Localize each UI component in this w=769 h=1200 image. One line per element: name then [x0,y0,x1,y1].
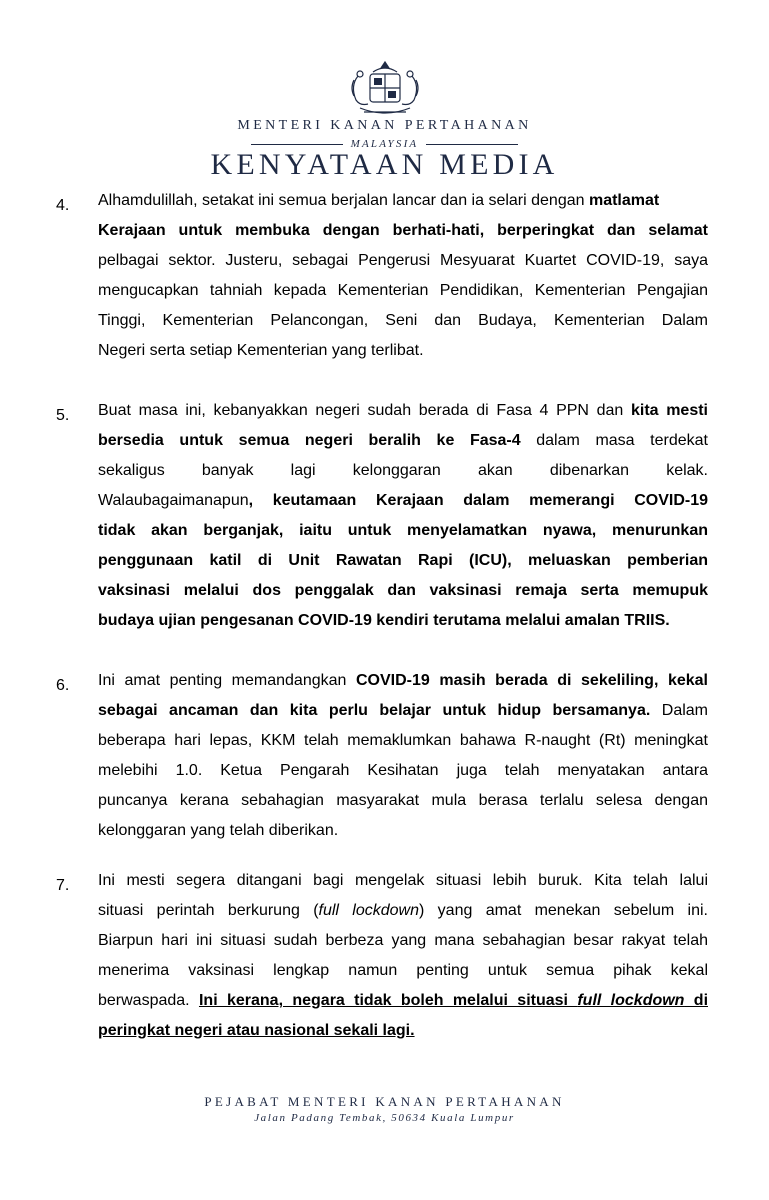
text-line: situasi perintah berkurung (full lockdown) yang amat menekan sebelum ini. [98,902,708,919]
text-line: menerima vaksinasi lengkap namun penting untuk semua pihak kekal [98,962,708,979]
paragraph-number: 5. [56,407,70,424]
text-line: budaya ujian pengesanan COVID-19 kendiri terutama melalui amalan TRIIS. [98,612,670,629]
text-line: Buat masa ini, kebanyakkan negeri sudah berada di Fasa 4 PPN dan kita mesti [98,402,708,419]
text-line: peringkat negeri atau nasional sekali lagi. [98,1022,415,1039]
paragraph-text [98,866,708,1046]
text-line: tidak akan berganjak, iaitu untuk menyelamatkan nyawa, menurunkan [98,522,708,539]
text-line: sekaligus banyak lagi kelonggaran akan dibenarkan kelak. [98,462,708,479]
paragraph-text [98,396,708,636]
text-line: Biarpun hari ini situasi sudah berbeza yang mana sebahagian besar rakyat telah [98,932,708,949]
divider [251,144,343,145]
footer-address: Jalan Padang Tembak, 50634 Kuala Lumpur [254,1112,515,1124]
text-line: penggunaan katil di Unit Rawatan Rapi (ICU), meluaskan pemberian [98,552,708,569]
text-line: vaksinasi melalui dos penggalak dan vaksinasi remaja serta memupuk [98,582,708,599]
text-line: kelonggaran yang telah diberikan. [98,822,339,839]
paragraph-text [98,666,708,846]
paragraph-number: 4. [56,197,70,214]
text-line: melebihi 1.0. Ketua Pengarah Kesihatan juga telah menyatakan antara [98,762,708,779]
malaysia-coat-of-arms-icon [340,58,430,120]
text-line: Kerajaan untuk membuka dengan berhati-hati, berperingkat dan selamat [98,222,708,239]
paragraph-number: 7. [56,877,70,894]
country-name: MALAYSIA [350,138,419,150]
text-line: beberapa hari lepas, KKM telah memaklumkan bahawa R-naught (Rt) meningkat [98,732,708,749]
text-line: Ini mesti segera ditangani bagi mengelak situasi lebih buruk. Kita telah lalui [98,872,708,889]
ministry-name: MENTERI KANAN PERTAHANAN [237,118,532,133]
text-line: pelbagai sektor. Justeru, sebagai Pengerusi Mesyuarat Kuartet COVID-19, saya [98,252,708,269]
text-line: Alhamdulillah, setakat ini semua berjalan lancar dan ia selari dengan matlamat [98,192,660,209]
footer-office: PEJABAT MENTERI KANAN PERTAHANAN [204,1094,565,1109]
text-line: Tinggi, Kementerian Pelancongan, Seni dan Budaya, Kementerian Dalam [98,312,708,329]
paragraph-text [98,186,708,366]
text-line: berwaspada. Ini kerana, negara tidak boleh melalui situasi full lockdown di [98,992,708,1009]
text-line: Ini amat penting memandangkan COVID-19 masih berada di sekeliling, kekal [98,672,708,689]
letterhead [0,0,769,190]
text-line: puncanya kerana sebahagian masyarakat mula berasa terlalu selesa dengan [98,792,708,809]
text-line: Walaubagaimanapun, keutamaan Kerajaan dalam memerangi COVID-19 [98,492,708,509]
text-line: mengucapkan tahniah kepada Kementerian Pendidikan, Kementerian Pengajian [98,282,708,299]
text-line: Negeri serta setiap Kementerian yang terlibat. [98,342,424,359]
divider [426,144,518,145]
paragraph-number: 6. [56,677,70,694]
document-title: KENYATAAN MEDIA [210,148,559,181]
text-line: sebagai ancaman dan kita perlu belajar untuk hidup bersamanya. Dalam [98,702,708,719]
text-line: bersedia untuk semua negeri beralih ke Fasa-4 dalam masa terdekat [98,432,708,449]
